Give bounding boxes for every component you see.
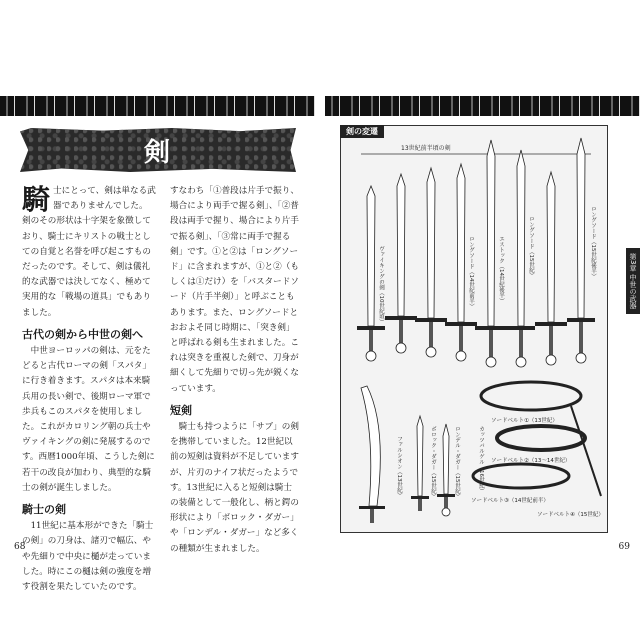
intro-paragraph: 士にとって、剣は単なる武器でありませんでした。剣のその形状は十字架を象徴しており、騎士にキリストの戦士としての自覚と名誉を呼び起こすものだったのです。そして、剣は儀礼的な武器では決してなく、極めて実用的な「戦場の道具」でもありました。 [22, 186, 156, 318]
section-paragraph-knight-sword: 11世紀に基本形ができた「騎士の剣」の刀身は、諸刃で幅広、やや先細りで中央に樋が走っていました。時にこの樋は剣の強度を増す役割を果たしていたのです。 [22, 521, 154, 593]
dagger-label-3: ロンデル・ダガー（15世紀） [454, 426, 460, 499]
decorative-border-left [0, 96, 315, 116]
dagger-label-4: カッツバルゲル（16世紀） [478, 426, 484, 494]
sword-7 [535, 172, 567, 365]
falchion [359, 386, 385, 523]
sword-label-5: ロングソード（15世紀後半） [590, 206, 596, 279]
section-paragraph-short-sword: 騎士も持つように「サブ」の剣を携帯していました。12世紀以前の短剣は資料が不足していますが、片刃のナイフ状だったようです。13世紀に入ると短剣は騎士の装備として一般化し、柄と鍔の形状により「ボロック・ダガー」や「ロンデル・ダガー」など多くの種類が生まれました。 [170, 422, 299, 554]
left-column [22, 184, 156, 595]
belt-label-1: ソードベルト①（13世紀） [491, 418, 558, 424]
belt-label-4: ソードベルト④（15世紀） [537, 512, 604, 518]
decorative-border-right [325, 96, 640, 116]
dagger-1 [411, 416, 429, 511]
drop-cap: 騎 [22, 183, 51, 216]
timeline-label: 13世紀前半頃の剣 [401, 145, 451, 152]
belt-label-3: ソードベルト③（14世紀前半） [471, 498, 549, 504]
page-number-right: 69 [618, 542, 630, 552]
section-heading-short-sword: 短剣 [170, 403, 192, 417]
illustration-title: 剣の変遷 [340, 125, 384, 138]
dagger-2 [437, 424, 455, 516]
continued-paragraph: すなわち「①普段は片手で振り、場合により両手で握る剣」、「②普段は両手で握り、場合により片手で振る剣」、「③常に両手で握る剣」です。①と②は「ロングソード」に含まれますが、①と②（もしくは①だけ）を「バスタードソード（片手半剣）」と呼ぶこともあります。また、ロングソードとおおよそ同じ時期に、「突き剣」と呼ばれる剣も生まれました。これは突きを重視した剣で、刀身が細くして先細りで切っ先が鋭くなっています。 [170, 186, 299, 394]
sword-illustration [341, 126, 607, 532]
sword-label-2: ロングソード（14世紀前半） [468, 236, 474, 309]
chapter-side-tab: 第3章 中世の武器 [626, 248, 640, 314]
sword-illustration-panel [340, 125, 608, 533]
dagger-label-2: ボロック・ダガー（15世紀） [430, 426, 436, 499]
section-heading-knight-sword: 騎士の剣 [22, 503, 66, 517]
page-gutter [315, 96, 325, 116]
sword-label-4: ロングソード（15世紀） [528, 216, 534, 278]
sword-label-1: ヴァイキングの剣（10世紀頃） [378, 246, 384, 325]
section-heading-ancient-to-medieval: 古代の剣から中世の剣へ [22, 327, 143, 341]
belt-label-2: ソードベルト②（13〜14世紀） [491, 458, 571, 464]
sword-3 [415, 168, 447, 357]
sword-2 [385, 174, 417, 353]
dagger-label-1: ファルシオン（13世紀） [396, 436, 402, 498]
sword-belts [473, 382, 601, 496]
right-column [170, 184, 300, 557]
section-paragraph-ancient-to-medieval: 中世ヨーロッパの剣は、元をたどると古代ローマの剣「スパタ」に行き着きます。スパタは本来騎兵用の長い剣で、後期ローマ軍で歩兵もこのスパタを使用しました。これがカロリング朝の兵士やヴァイキングの剣に発展するのです。西暦1000年頃、こうした剣に若干の改良が加わり、典型的な騎士の剣が誕生しました。 [22, 346, 155, 493]
sword-label-3: エストック（14世紀後半） [498, 236, 504, 304]
page-title: 剣 [143, 137, 172, 168]
page-number-left: 68 [14, 542, 26, 552]
